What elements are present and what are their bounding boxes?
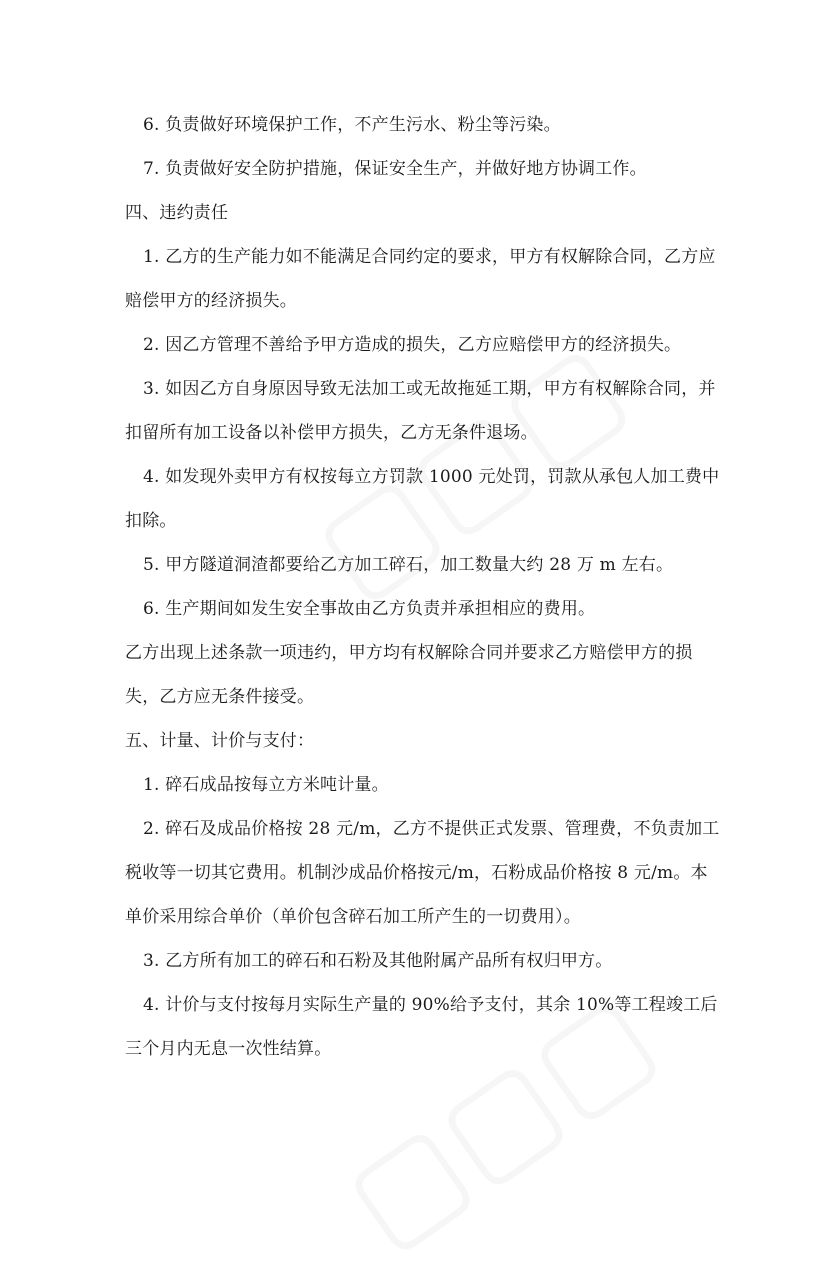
clause-5-3: 3. 乙方所有加工的碎石和石粉及其他附属产品所有权归甲方。 [143,951,613,971]
clause-5-2-cont-1: 税收等一切其它费用。机制沙成品价格按元/m，石粉成品价格按 8 元/m。本 [125,863,708,883]
clause-5-2-cont-2: 单价采用综合单价（单价包含碎石加工所产生的一切费用）。 [125,907,581,927]
clause-4-4: 4. 如发现外卖甲方有权按每立方罚款 1000 元处罚，罚款从承包人加工费中 [143,467,720,487]
clause-4-5: 5. 甲方隧道洞渣都要给乙方加工碎石，加工数量大约 28 万 m 左右。 [143,555,674,575]
clause-4-1: 1. 乙方的生产能力如不能满足合同约定的要求，甲方有权解除合同，乙方应 [143,247,716,267]
section-heading-4: 四、违约责任 [125,203,229,223]
clause-3-7: 7. 负责做好安全防护措施，保证安全生产，并做好地方协调工作。 [143,159,647,179]
clause-4-2: 2. 因乙方管理不善给予甲方造成的损失，乙方应赔偿甲方的经济损失。 [143,335,682,355]
clause-4-6: 6. 生产期间如发生安全事故由乙方负责并承担相应的费用。 [143,599,596,619]
clause-5-4: 4. 计价与支付按每月实际生产量的 90%给予支付，其余 10%等工程竣工后 [143,995,718,1015]
breach-summary-cont: 失，乙方应无条件接受。 [125,687,315,707]
clause-4-3: 3. 如因乙方自身原因导致无法加工或无故拖延工期，甲方有权解除合同，并 [143,379,716,399]
section-heading-5: 五、计量、计价与支付： [125,731,315,751]
clause-4-4-cont: 扣除。 [125,511,177,531]
clause-5-4-cont: 三个月内无息一次性结算。 [125,1039,332,1059]
breach-summary: 乙方出现上述条款一项违约，甲方均有权解除合同并要求乙方赔偿甲方的损 [125,643,693,663]
clause-4-3-cont: 扣留所有加工设备以补偿甲方损失，乙方无条件退场。 [125,423,538,443]
clause-5-2: 2. 碎石及成品价格按 28 元/m，乙方不提供正式发票、管理费，不负责加工 [143,819,720,839]
clause-3-6: 6. 负责做好环境保护工作，不产生污水、粉尘等污染。 [143,115,561,135]
clause-5-1: 1. 碎石成品按每立方米吨计量。 [143,775,389,795]
clause-4-1-cont: 赔偿甲方的经济损失。 [125,291,297,311]
